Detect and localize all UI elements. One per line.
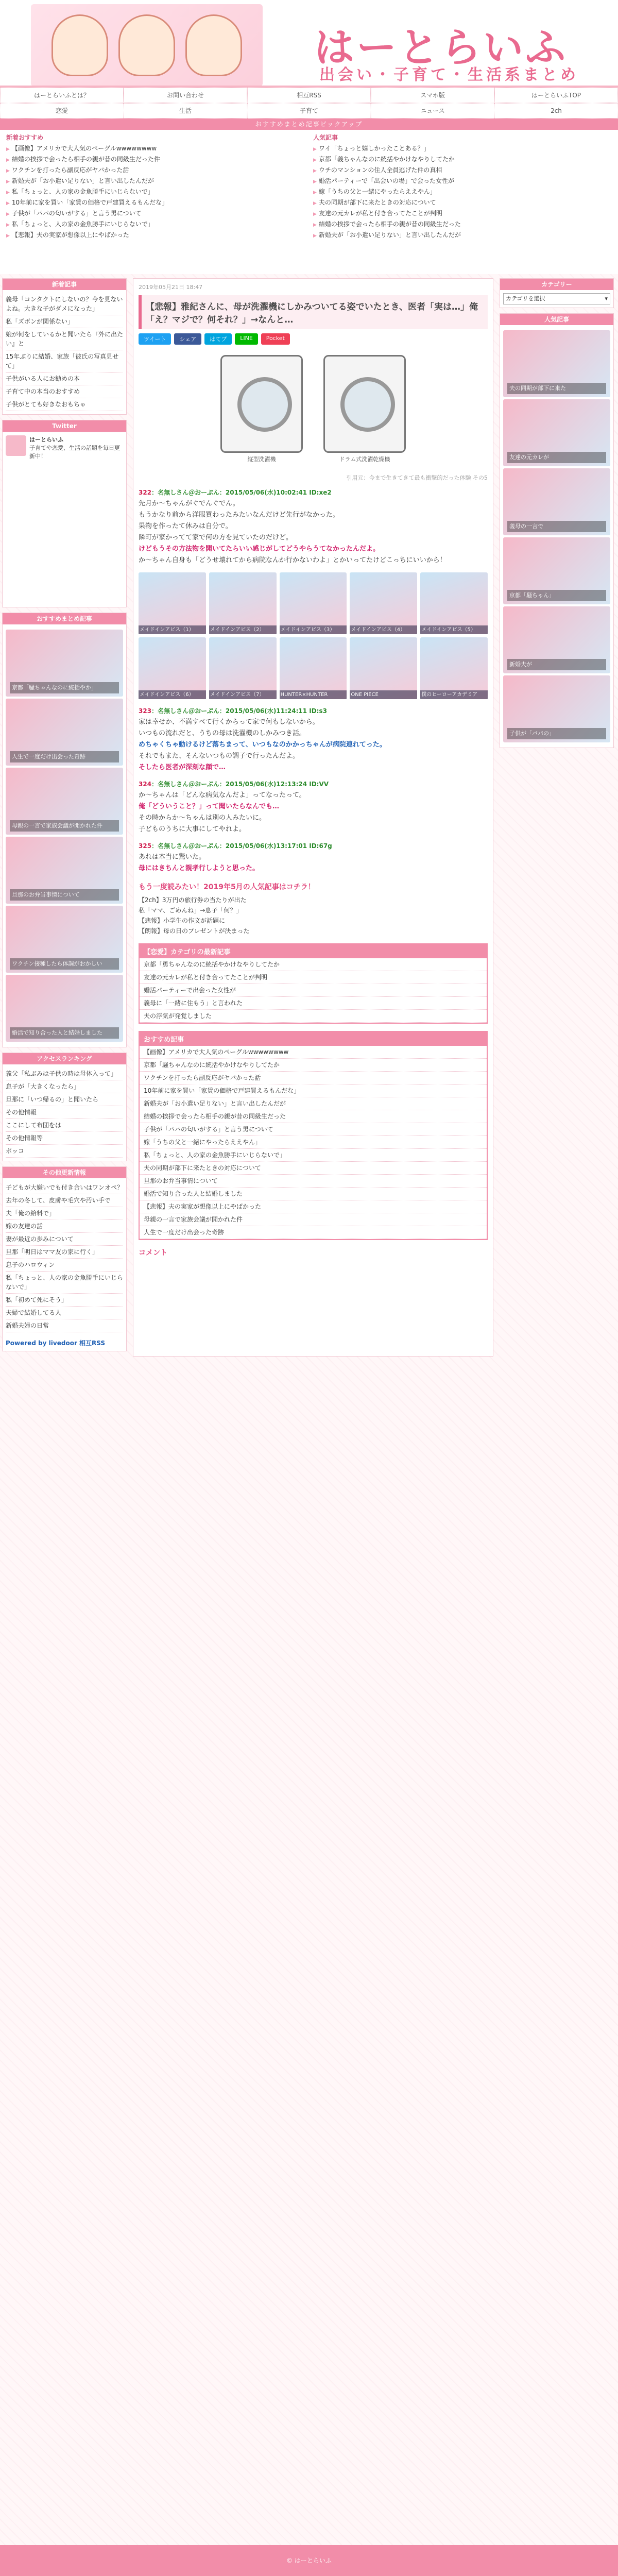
image-caption: 縦型洗濯機 bbox=[247, 456, 276, 463]
article-link[interactable]: 私「初めて死にそう」 bbox=[6, 1294, 123, 1307]
article-link[interactable]: 新婚夫婦の日常 bbox=[6, 1319, 123, 1332]
ad-item[interactable] bbox=[280, 572, 347, 634]
related-title: 【恋愛】カテゴリの最新記事 bbox=[140, 944, 487, 958]
ad-item[interactable] bbox=[350, 637, 417, 699]
box-title: 人気記事 bbox=[500, 314, 613, 325]
article-link[interactable]: 嫁の友達の話 bbox=[6, 1220, 123, 1233]
nav-item[interactable]: お問い合わせ bbox=[124, 88, 247, 103]
main-article bbox=[133, 278, 493, 1357]
nav-item[interactable]: ニュース bbox=[371, 103, 494, 118]
post-meta: 名無しさん＠おーぷん：2015/05/06(水)11:24:11 ID:s3 bbox=[158, 707, 327, 715]
thumb-caption: 新婚夫が bbox=[507, 659, 606, 670]
rss-list bbox=[3, 1178, 126, 1335]
article-link[interactable]: 私「ちょっと、人の家の金魚勝手にいじらないで」 bbox=[6, 1272, 123, 1294]
top-links bbox=[0, 130, 618, 274]
post-number: 324 bbox=[139, 781, 152, 788]
washing-machine-illustration bbox=[220, 355, 303, 453]
category-select-wrap bbox=[500, 290, 613, 308]
thumb-caption: 京都「騒ちゃん」 bbox=[507, 590, 606, 601]
article-thumb[interactable] bbox=[503, 399, 610, 466]
article-link[interactable]: 【悲報】小学生の作文が話題に bbox=[139, 917, 226, 924]
article-thumb[interactable] bbox=[503, 675, 610, 742]
thumb-caption: 京都「騒ちゃんなのに統括やか」 bbox=[10, 682, 119, 693]
post-line: いつもの流れだと、うちの母は洗濯機のしかみつき話。 bbox=[139, 730, 306, 737]
box-title: カテゴリー bbox=[500, 279, 613, 290]
post-line: 家は幸せか、不満すべて行くからって家で何もしないから。 bbox=[139, 718, 319, 726]
article-link[interactable]: 嫁「うちの父と一緒にやったらええやん」 bbox=[140, 1136, 487, 1149]
article-thumb[interactable] bbox=[503, 537, 610, 604]
post-header: 322：名無しさん＠おーぷん：2015/05/06(水)10:02:41 ID:xe2 bbox=[139, 489, 332, 496]
ad-caption: メイドインアビス（5） bbox=[420, 625, 488, 634]
post-header: 323：名無しさん＠おーぷん：2015/05/06(水)11:24:11 ID:s3 bbox=[139, 707, 327, 715]
nav-item[interactable]: はーとらいふTOP bbox=[494, 88, 618, 103]
article-link[interactable]: 子育て中の本当のおすすめ bbox=[6, 385, 123, 398]
ranking-list bbox=[3, 1064, 126, 1161]
ad-item[interactable] bbox=[420, 637, 488, 699]
article-link[interactable]: 旦那に「いつ帰るの」と聞いたら bbox=[6, 1093, 123, 1106]
post-number: 325 bbox=[139, 842, 152, 850]
chevron-down-icon: ▾ bbox=[605, 295, 608, 302]
category-box bbox=[500, 278, 614, 308]
link-list bbox=[6, 144, 305, 241]
post-line: けどもうその方法物を開いてたらいい感じがしてどうやらうてなかったんだよ。 bbox=[139, 545, 380, 553]
article-link[interactable]: ▶ 嫁「うちの父と一緒にやったらええやん」 bbox=[313, 187, 612, 198]
article-link[interactable]: 15年ぶりに結婚、家族「彼氏の写真見せて」 bbox=[6, 350, 123, 372]
article-link[interactable]: ▶ 京都「義ちゃんなのに統括やかけなやりしてたか bbox=[313, 155, 612, 165]
column-title: 人気記事 bbox=[313, 134, 338, 141]
top-links-column bbox=[2, 133, 309, 271]
article-link[interactable]: 【朗報】母の日のプレゼントが決まった bbox=[139, 927, 250, 935]
article-thumb[interactable] bbox=[503, 468, 610, 535]
recommend-box bbox=[2, 613, 127, 1047]
related-list bbox=[140, 958, 487, 1023]
post-line: 果物を作ったて休みは自分で。 bbox=[139, 522, 232, 530]
article-link[interactable]: 婚活で知り合った人と結婚しました bbox=[140, 1188, 487, 1200]
ad-item[interactable] bbox=[420, 572, 488, 634]
hatena-button[interactable]: はてブ bbox=[204, 333, 232, 345]
article-link[interactable]: ▶ 婚活パーティーで「出会いの場」で会った女性が bbox=[313, 176, 612, 187]
post bbox=[139, 840, 488, 874]
article-link[interactable]: ▶ ワクチンを打ったら副反応がヤバかった話 bbox=[6, 165, 305, 176]
ad-caption: メイドインアビス（2） bbox=[209, 625, 277, 634]
related-title: おすすめ記事 bbox=[140, 1032, 487, 1046]
post-line: その時からか〜ちゃんは別の人みたいに。 bbox=[139, 814, 266, 822]
article-link[interactable]: 結婚の挨拶で会ったら相手の親が昔の同級生だった bbox=[140, 1110, 487, 1123]
character-illustration bbox=[52, 14, 108, 76]
article-link[interactable]: ▶ 【悲報】夫の実家が想像以上にやばかった bbox=[6, 230, 305, 241]
thumb-caption: 婚活で知り合った人と結婚しました bbox=[10, 1027, 119, 1039]
ad-caption: メイドインアビス（6） bbox=[139, 690, 206, 699]
image-item bbox=[220, 355, 303, 463]
ad-caption: HUNTER×HUNTER bbox=[280, 690, 347, 699]
twitter-timeline[interactable] bbox=[3, 432, 126, 607]
article-thumb[interactable] bbox=[6, 630, 123, 697]
ad-item[interactable] bbox=[280, 637, 347, 699]
ad-caption: メイドインアビス（3） bbox=[280, 625, 347, 634]
ad-item[interactable] bbox=[209, 637, 277, 699]
article-thumb[interactable] bbox=[6, 975, 123, 1042]
post bbox=[139, 705, 488, 773]
article-link[interactable]: 婚活パーティーで出会った女性が bbox=[140, 984, 487, 997]
global-nav bbox=[0, 88, 618, 118]
source-link[interactable]: 引用元：今まで生きてきて最も衝撃的だった体験 その5 bbox=[346, 474, 488, 481]
site-logo[interactable]: はーとらいふ bbox=[314, 24, 568, 71]
thumb-caption: 友達の元カレが bbox=[507, 452, 606, 463]
character-illustration bbox=[185, 14, 242, 76]
article-link[interactable]: 新婚夫が「お小遣い足りない」と言い出したんだが bbox=[140, 1097, 487, 1110]
article-link[interactable]: 息子が「大きくなったら」 bbox=[6, 1080, 123, 1093]
rss-box bbox=[2, 1166, 127, 1351]
thumb-caption: 人生で一度だけ出会った奇跡 bbox=[10, 751, 119, 762]
article-link[interactable]: 夫婦で結婚してる人 bbox=[6, 1307, 123, 1319]
post bbox=[139, 487, 488, 566]
post-line: か〜ちゃんは「どんな病気なんだよ」ってなったって。 bbox=[139, 791, 306, 799]
article-image bbox=[139, 355, 488, 463]
section-title: もう一度読みたい！2019年5月の人気記事はコチラ！ bbox=[139, 883, 315, 891]
article-link[interactable]: ▶ 私「ちょっと、人の家の金魚勝手にいじらないで」 bbox=[6, 219, 305, 230]
post-line: 先月か〜ちゃんがぐでんぐでん。 bbox=[139, 500, 239, 507]
post-number: 322 bbox=[139, 489, 152, 496]
article-link[interactable]: ワクチンを打ったら副反応がヤバかった話 bbox=[140, 1072, 487, 1084]
comments-title: コメント bbox=[139, 1249, 167, 1257]
post-meta: 名無しさん＠おーぷん：2015/05/06(水)10:02:41 ID:xe2 bbox=[158, 489, 332, 496]
image-caption: ドラム式洗濯乾燥機 bbox=[339, 456, 390, 463]
box-title: おすすめまとめ記事 bbox=[3, 613, 126, 624]
related-list bbox=[140, 1046, 487, 1239]
article-link[interactable]: ▶ 夫の同期が部下に来たときの対応について bbox=[313, 198, 612, 209]
post-line: 子どものうちに大事にしてやれよ。 bbox=[139, 825, 246, 833]
tweet-button[interactable]: ツイート bbox=[139, 333, 171, 345]
post bbox=[139, 778, 488, 835]
post-line: そしたら医者が深刻な顔で… bbox=[139, 764, 226, 771]
article-link[interactable]: その他情報 bbox=[6, 1106, 123, 1119]
ad-item[interactable] bbox=[350, 572, 417, 634]
category-select[interactable] bbox=[503, 293, 610, 304]
article-link[interactable]: 人生で一度だけ出会った奇跡 bbox=[140, 1226, 487, 1239]
article-link[interactable]: 子供がいる人にお勧めの本 bbox=[6, 372, 123, 385]
article-thumb[interactable] bbox=[6, 906, 123, 973]
article-link[interactable]: ▶ 新婚夫が「お小遣い足りない」と言い出したんだが bbox=[6, 176, 305, 187]
header-illustration bbox=[31, 4, 263, 87]
post-line: それでもまた、そんないつもの調子で行ったんだよ。 bbox=[139, 752, 300, 760]
article-link[interactable]: 母親の一言で家族会議が開かれた件 bbox=[140, 1213, 487, 1226]
article-link[interactable]: 夫の同期が部下に来たときの対応について bbox=[140, 1162, 487, 1175]
ad-item[interactable] bbox=[139, 572, 206, 634]
ad-caption: メイドインアビス（4） bbox=[350, 625, 417, 634]
ad-caption: メイドインアビス（1） bbox=[139, 625, 206, 634]
left-sidebar bbox=[0, 278, 129, 1357]
nav-item[interactable]: 生活 bbox=[124, 103, 247, 118]
new-articles-list bbox=[3, 290, 126, 414]
drum-washer-illustration bbox=[323, 355, 406, 453]
tweet bbox=[6, 435, 123, 460]
post-meta: 名無しさん＠おーぷん：2015/05/06(水)12:13:24 ID:VV bbox=[158, 781, 329, 788]
post-line: か〜ちゃん自身も「どうせ壊れてから病院なんか行かないわよ」とかいってたけどこっちにいいから！ bbox=[139, 556, 447, 564]
line-button[interactable]: LINE bbox=[235, 333, 258, 345]
thumb-caption: 夫の同期が部下に来た bbox=[507, 383, 606, 394]
ad-caption: ONE PIECE bbox=[350, 690, 417, 699]
article-link[interactable]: ここにして布団をは bbox=[6, 1119, 123, 1132]
article-link[interactable]: ポッコ bbox=[6, 1145, 123, 1158]
article-link[interactable]: 去年の冬して、皮膚や毛穴や汚い手で bbox=[6, 1194, 123, 1207]
twitter-box bbox=[2, 420, 127, 607]
article-thumb[interactable] bbox=[503, 606, 610, 673]
ad-item[interactable] bbox=[209, 572, 277, 634]
article-link[interactable]: 義母「コンタクトにしないの？今を見ないよね。大きな子がダメになった」 bbox=[6, 293, 123, 315]
article-link[interactable]: 友達の元カレが私と付き合ってたことが判明 bbox=[140, 971, 487, 984]
article-thumb[interactable] bbox=[6, 699, 123, 766]
nav-item[interactable]: 2ch bbox=[494, 103, 618, 118]
article-link[interactable]: 子どもが大嫌いでも付き合いはワンオペ？ bbox=[6, 1181, 123, 1194]
popular-list bbox=[500, 325, 613, 748]
article-link[interactable]: 娘が何をしているかと聞いたら『外に出たい』と bbox=[6, 328, 123, 350]
article-link[interactable]: 10年前に家を買い「家賃の価格で戸建買えるもんだな」 bbox=[140, 1084, 487, 1097]
article-link[interactable]: 妻が最近の歩みについて bbox=[6, 1233, 123, 1246]
box-title: アクセスランキング bbox=[3, 1053, 126, 1064]
ad-caption: 僕のヒーローアカデミア bbox=[420, 690, 488, 699]
right-sidebar bbox=[497, 278, 616, 1357]
ad-item[interactable] bbox=[139, 637, 206, 699]
article-link[interactable]: 京都「勇ちゃんなのに統括やかけなやりしてたか bbox=[140, 958, 487, 971]
article-link[interactable]: ▶ 結婚の挨拶で会ったら相手の親が昔の同級生だった bbox=[313, 219, 612, 230]
share-bar bbox=[139, 333, 488, 345]
article-link[interactable]: 【悲報】夫の実家が想像以上にやばかった bbox=[140, 1200, 487, 1213]
post-header: 324：名無しさん＠おーぷん：2015/05/06(水)12:13:24 ID:VV bbox=[139, 781, 329, 788]
article-link[interactable]: 京都「騒ちゃんなのに統括やかけなやりしてたか bbox=[140, 1059, 487, 1072]
article-link[interactable]: ▶ 私「ちょっと、人の家の金魚勝手にいじらないで」 bbox=[6, 187, 305, 198]
article-thumb[interactable] bbox=[6, 837, 123, 904]
article-link[interactable]: ▶ 【画像】アメリカで大人気のペーグルwwwwwwww bbox=[6, 144, 305, 155]
column-title: 新着おすすめ bbox=[6, 134, 44, 141]
article-thumb[interactable] bbox=[503, 330, 610, 397]
box-title: その他更新情報 bbox=[3, 1167, 126, 1178]
powered-by[interactable]: Powered by livedoor 相互RSS bbox=[6, 1340, 106, 1347]
new-articles-box bbox=[2, 278, 127, 415]
image-item bbox=[323, 355, 406, 463]
article-link[interactable]: ▶ ワイ「ちょっと嬉しかったことある？」 bbox=[313, 144, 612, 155]
box-title: 新着記事 bbox=[3, 279, 126, 290]
post-meta: 名無しさん＠おーぷん：2015/05/06(水)13:17:01 ID:67g bbox=[158, 842, 332, 850]
article-link[interactable]: 旦那「明日はママ友の家に行く」 bbox=[6, 1246, 123, 1259]
site-header bbox=[0, 0, 618, 88]
ad-caption: メイドインアビス（7） bbox=[209, 690, 277, 699]
article-link[interactable]: 夫「俺の給料で」 bbox=[6, 1207, 123, 1220]
thumb-caption: ワクチン接種したら体調がおかしい bbox=[10, 958, 119, 970]
post-line: もうかなり前から洋服買わったみたいなんだけど先行がなかった。 bbox=[139, 511, 339, 519]
article-link[interactable]: ▶ ウチのマンションの住人全員逃げた件の真相 bbox=[313, 165, 612, 176]
site-catchphrase: 出会い・子育て・生活系まとめ bbox=[319, 66, 579, 84]
article-link[interactable]: 【2ch】3万円の旅行券の当たりが出た bbox=[139, 896, 247, 904]
popular-box bbox=[500, 313, 614, 748]
article-link[interactable]: 【画像】アメリカで大人気のペーグルwwwwwwww bbox=[140, 1046, 487, 1059]
article-link[interactable]: ▶ 友達の元カレが私と付き合ってたことが判明 bbox=[313, 209, 612, 219]
post-line: 母にはきちんと親孝行しようと思った。 bbox=[139, 865, 260, 872]
thumb-caption: 子供が「パパの」 bbox=[507, 728, 606, 739]
post-line: めちゃくちゃ動けるけど落ちまって、いつもなのかかっちゃんが病院連れてった。 bbox=[139, 741, 386, 749]
article-link[interactable]: 義母に「一緒に住もう」と言われた bbox=[140, 997, 487, 1010]
thumb-caption: 義母の一言で bbox=[507, 521, 606, 532]
post-line: あれは本当に驚いた。 bbox=[139, 853, 206, 861]
article-link[interactable]: 子供が「パパの匂いがする」と言う男について bbox=[140, 1123, 487, 1136]
article-link[interactable]: 私「ママ、ごめんね」→息子「何？」 bbox=[139, 907, 243, 914]
ranking-box bbox=[2, 1053, 127, 1161]
nav-item[interactable]: 子育て bbox=[247, 103, 371, 118]
thumb-caption: 旦那のお弁当事情について bbox=[10, 889, 119, 901]
article-link[interactable]: ▶ 子供が「パパの匂いがする」と言う男について bbox=[6, 209, 305, 219]
article-link[interactable]: 子供がとても好きなおもちゃ bbox=[6, 398, 123, 411]
article-title: 【悲報】雅紀さんに、母が洗濯機にしかみついてる姿でいたとき、医者「実は…」俺「え？マジで？何それ？」→なんと… bbox=[139, 295, 488, 329]
article-link[interactable]: ▶ 10年前に家を買い「家賃の価格で戸建買えるもんだな」 bbox=[6, 198, 305, 209]
article-link[interactable]: 息子のハロウィン bbox=[6, 1259, 123, 1272]
nav-item[interactable]: はーとらいふとは？ bbox=[0, 88, 124, 103]
tweet-author: はーとらいふ bbox=[29, 436, 63, 443]
box-title: Twitter bbox=[3, 420, 126, 432]
article-link[interactable]: 旦那のお弁当事情について bbox=[140, 1175, 487, 1188]
article-date: 2019年05月21日 18:47 bbox=[139, 284, 203, 291]
related-box bbox=[139, 943, 488, 1024]
content-columns bbox=[0, 278, 618, 1357]
external-links bbox=[139, 895, 488, 936]
article-link[interactable]: 私「ちょっと、人の家の金魚勝手にいじらないで」 bbox=[140, 1149, 487, 1162]
site-footer: © はーとらいふ bbox=[0, 2545, 618, 2576]
recommend-articles-box bbox=[139, 1031, 488, 1240]
article-link[interactable]: ▶ 新婚夫が「お小遣い足りない」と言い出したんだが bbox=[313, 230, 612, 241]
ad-grid bbox=[139, 572, 488, 699]
pocket-button[interactable]: Pocket bbox=[261, 333, 290, 345]
post-line: 俺「どういうこと？」って聞いたらなんでも… bbox=[139, 803, 280, 810]
character-illustration bbox=[118, 14, 175, 76]
post-line: 隣町が家かってて家で何の方を見ていたのだけど。 bbox=[139, 534, 293, 541]
article-link[interactable]: ▶ 結婚の挨拶で会ったら相手の親が昔の同級生だった件 bbox=[6, 155, 305, 165]
thumb-list bbox=[3, 624, 126, 1047]
nav-item[interactable]: 相互RSS bbox=[247, 88, 371, 103]
nav-item[interactable]: 恋愛 bbox=[0, 103, 124, 118]
top-links-column bbox=[309, 133, 616, 271]
post-header: 325：名無しさん＠おーぷん：2015/05/06(水)13:17:01 ID:67g bbox=[139, 842, 332, 850]
post-number: 323 bbox=[139, 707, 152, 715]
pickup-bar: おすすめまとめ記事ピックアップ bbox=[0, 118, 618, 130]
avatar bbox=[6, 435, 26, 456]
link-list bbox=[313, 144, 612, 241]
article-thumb[interactable] bbox=[6, 768, 123, 835]
article-link[interactable]: 私「ズボンが関係ない」 bbox=[6, 315, 123, 328]
article-link[interactable]: その他情報等 bbox=[6, 1132, 123, 1145]
tweet-text: 子育てや恋愛、生活の話題を毎日更新中！ bbox=[29, 445, 120, 460]
thumb-caption: 母親の一言で家族会議が開かれた件 bbox=[10, 820, 119, 832]
facebook-share-button[interactable]: シェア bbox=[174, 333, 201, 345]
select-value: カテゴリを選択 bbox=[506, 295, 545, 302]
nav-item[interactable]: スマホ版 bbox=[371, 88, 494, 103]
article-link[interactable]: 夫の浮気が発覚しました bbox=[140, 1010, 487, 1023]
article-link[interactable]: 義父「私ぶみは子供の時は母体入って」 bbox=[6, 1067, 123, 1080]
